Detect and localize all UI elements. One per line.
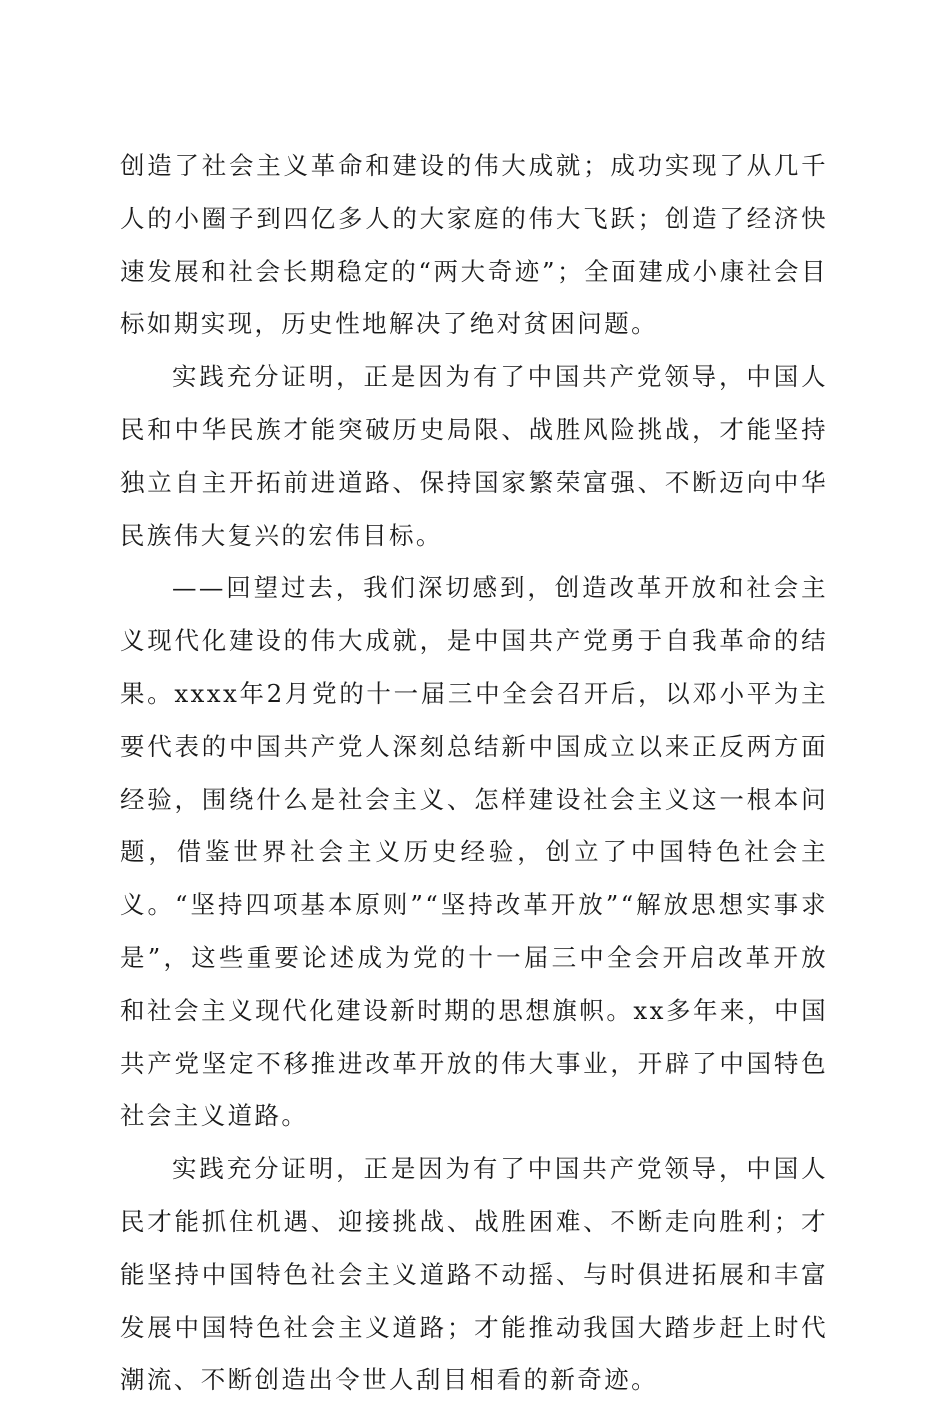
- paragraph-1: 创造了社会主义革命和建设的伟大成就；成功实现了从几千人的小圈子到四亿多人的大家庭的伟大飞跃；创造了经济快速发展和社会长期稳定的“两大奇迹”；全面建成小康社会目标如期实现，历史性地解决了绝对贫困问题。: [120, 151, 828, 339]
- paragraph-3: ——回望过去，我们深切感到，创造改革开放和社会主义现代化建设的伟大成就，是中国共产党勇于自我革命的结果。xxxx年2月党的十一届三中全会召开后，以邓小平为主要代表的中国共产党人深刻总结新中国成立以来正反两方面经验，围绕什么是社会主义、怎样建设社会主义这一根本问题，借鉴世界社会主义历史经验，创立了中国特色社会主义。“坚持四项基本原则”“坚持改革开放”“解放思想实事求是”，这些重要论述成为党的十一届三中全会开启改革开放和社会主义现代化建设新时期的思想旗帜。xx多年来，中国共产党坚定不移推进改革开放的伟大事业，开辟了中国特色社会主义道路。: [120, 573, 828, 1131]
- document-body: [120, 140, 828, 1407]
- paragraph-2: 实践充分证明，正是因为有了中国共产党领导，中国人民和中华民族才能突破历史局限、战胜风险挑战，才能坚持独立自主开拓前进道路、保持国家繁荣富强、不断迈向中华民族伟大复兴的宏伟目标。: [120, 362, 828, 550]
- paragraph-4: 实践充分证明，正是因为有了中国共产党领导，中国人民才能抓住机遇、迎接挑战、战胜困难、不断走向胜利；才能坚持中国特色社会主义道路不动摇、与时俱进拓展和丰富发展中国特色社会主义道路；才能推动我国大踏步赶上时代潮流、不断创造出令世人刮目相看的新奇迹。: [120, 1154, 828, 1395]
